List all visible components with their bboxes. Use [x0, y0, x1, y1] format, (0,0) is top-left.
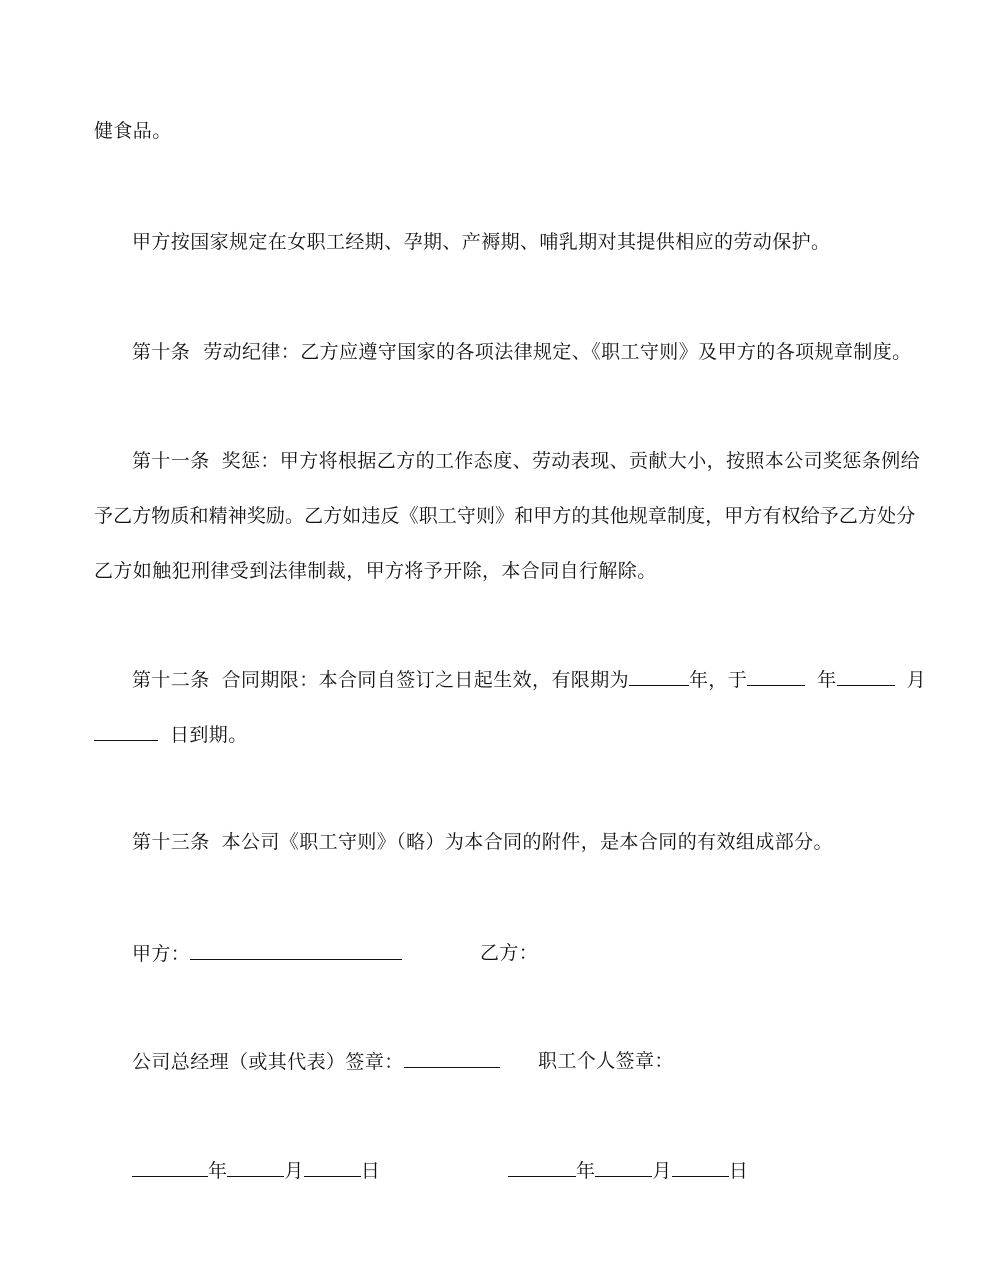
- article-11-heading: 第十一条: [132, 450, 210, 472]
- party-a-month-blank[interactable]: [227, 1158, 284, 1177]
- end-year-blank[interactable]: [747, 667, 805, 686]
- party-a-year-blank[interactable]: [132, 1158, 208, 1177]
- party-b-label: 乙方：: [480, 942, 539, 964]
- article-12-month-unit: 月: [906, 669, 927, 691]
- article-11-text-3: 乙方如触犯刑律受到法律制裁，甲方将予开除，本合同自行解除。: [94, 560, 657, 582]
- end-day-blank[interactable]: [94, 722, 158, 741]
- party-b-year-blank[interactable]: [508, 1158, 576, 1177]
- manager-sign-label: 公司总经理（或其代表）签章：: [132, 1051, 404, 1073]
- paragraph-tail-text: 健食品。: [94, 120, 172, 142]
- article-10: [132, 340, 912, 364]
- paragraph-labor-protection: [132, 230, 830, 254]
- article-12-heading: 第十二条: [132, 669, 210, 691]
- party-a-month-unit: 月: [284, 1160, 304, 1182]
- article-11-text-2: 予乙方物质和精神奖励。乙方如违反《职工守则》和甲方的其他规章制度，甲方有权给予乙方处分: [94, 505, 916, 527]
- manager-signature-line: [132, 1049, 500, 1074]
- party-b-year-unit: 年: [576, 1160, 596, 1182]
- paragraph-tail: [94, 119, 172, 143]
- article-11-line-2: [94, 504, 915, 528]
- article-13-text: 本公司《职工守则》（略）为本合同的附件，是本合同的有效组成部分。: [221, 831, 833, 853]
- employee-sign-label: 职工个人签章：: [538, 1050, 674, 1072]
- article-12-line-2: [94, 722, 248, 747]
- party-b-date-line: [508, 1158, 748, 1183]
- article-11-text-1: 奖惩：甲方将根据乙方的工作态度、劳动表现、贡献大小，按照本公司奖惩条例给: [221, 450, 921, 472]
- manager-sign-blank[interactable]: [404, 1049, 500, 1068]
- employee-signature-line: [538, 1049, 674, 1073]
- article-12-day-unit: 日到期。: [170, 724, 248, 746]
- party-b-signature-line: [480, 941, 538, 965]
- article-12-year-unit-1: 年，于: [689, 669, 748, 691]
- article-12-line-1: [132, 667, 926, 692]
- article-12-text: 合同期限：本合同自签订之日起生效，有限期为: [221, 669, 630, 691]
- paragraph-labor-protection-text: 甲方按国家规定在女职工经期、孕期、产褥期、哺乳期对其提供相应的劳动保护。: [132, 231, 831, 253]
- party-b-month-unit: 月: [652, 1160, 672, 1182]
- party-a-year-unit: 年: [208, 1160, 228, 1182]
- party-a-date-line: [132, 1158, 380, 1183]
- article-10-text: 劳动纪律：乙方应遵守国家的各项法律规定、《职工守则》及甲方的各项规章制度。: [203, 341, 912, 363]
- party-a-signature-line: [132, 941, 402, 966]
- party-b-day-blank[interactable]: [672, 1158, 729, 1177]
- party-a-day-unit: 日: [360, 1160, 381, 1182]
- article-12-year-unit-2: 年: [817, 669, 837, 691]
- article-13-heading: 第十三条: [132, 831, 210, 853]
- article-13: [132, 830, 833, 854]
- article-11-line-1: [132, 449, 920, 473]
- article-10-heading: 第十条: [132, 341, 191, 363]
- article-11-line-3: [94, 559, 657, 583]
- party-a-day-blank[interactable]: [304, 1158, 361, 1177]
- term-years-blank[interactable]: [629, 667, 689, 686]
- party-a-blank[interactable]: [190, 941, 402, 960]
- party-a-label: 甲方：: [132, 943, 191, 965]
- party-b-day-unit: 日: [728, 1160, 749, 1182]
- party-b-month-blank[interactable]: [595, 1158, 652, 1177]
- end-month-blank[interactable]: [837, 667, 895, 686]
